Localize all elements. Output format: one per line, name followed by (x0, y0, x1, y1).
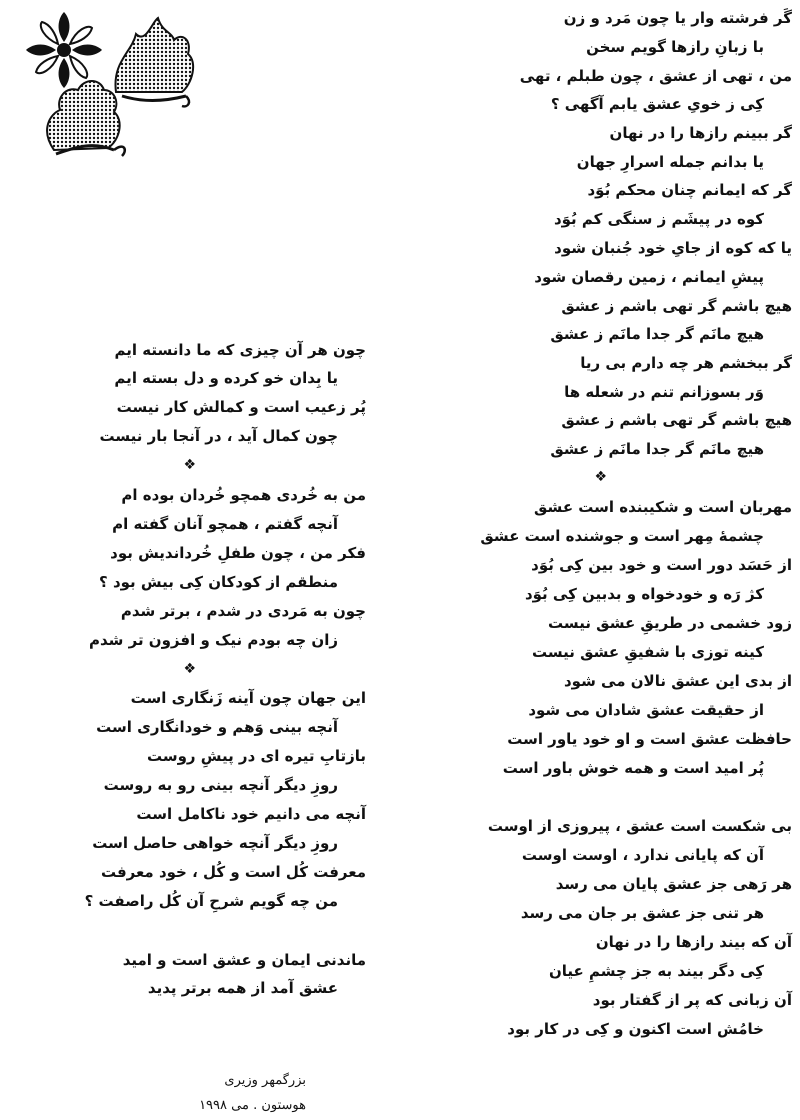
poem-line: با زبانِ رازها گویم سخن (586, 38, 764, 56)
poem-line: زود خشمی در طریقِ عشق نیست (548, 614, 792, 632)
poem-line: آن زبانی که پر از گفتار بود (592, 991, 792, 1009)
author-signature: بزرگمهر وزیری (224, 1073, 306, 1088)
poem-line: از حقیقت عشق شادان می شود (528, 701, 764, 719)
poem-line: آن که پایانی ندارد ، اوست اوست (521, 846, 764, 864)
poem-line: آنچه بینی وَهم و خودانگاری است (96, 718, 338, 736)
poem-line: ماندنی ایمان و عشق است و امید (122, 951, 366, 969)
poem-line: چشمهٔ مِهر است و جوشنده است عشق (480, 527, 764, 545)
poem-line: منطقم از کودکان کِی بیش بود ؟ (99, 573, 338, 591)
poem-line: یا بِدان خو کرده و دل بسته ایم (114, 369, 338, 387)
poem-line: هیچ باشم گر تهی باشم ز عشق (561, 297, 792, 315)
stanza-separator: ❖ (183, 457, 196, 473)
poem-line: خامُش است اکنون و کِی در کار بود (507, 1020, 764, 1038)
stanza-separator: ❖ (594, 469, 607, 485)
poem-line: هیچ باشم گر تهی باشم ز عشق (561, 411, 792, 429)
poem-line: گر ببخشم هر چه دارم بی ریا (580, 354, 792, 372)
poem-line: هر تنی جز عشق بر جان می رسد (520, 904, 764, 922)
poem-line: کِی ز خویِ عشق یابم آگهی ؟ (550, 95, 764, 113)
poem-line: بازتابِ تیره ای در پیشِ روست (146, 747, 366, 765)
poem-line: گر که ایمانم چنان محکم بُوَد (587, 181, 792, 199)
floral-ornament-icon (24, 12, 204, 162)
poem-line: حافظت عشق است و او خود یاور است (507, 730, 792, 748)
poem-line: هر رَهی جز عشق پایان می رسد (555, 875, 792, 893)
poem-line: وَر بسوزانم تنم در شعله ها (564, 383, 764, 401)
poem-line: از بدی این عشق نالان می شود (563, 672, 792, 690)
poem-line: از حَسَد دور است و خود بین کِی بُوَد (531, 556, 792, 574)
poem-line: هیچ مانَم گر جدا مانَم ز عشق (550, 325, 764, 343)
poem-line: یا که کوه از جایِ خود جُنبان شود (554, 239, 792, 257)
poem-line: گر ببینم رازها را در نهان (609, 124, 792, 142)
place-date: هوستون . می ۱۹۹۸ (199, 1098, 306, 1113)
poem-line: روزِ دیگر آنچه بینی رو به روست (103, 776, 338, 794)
poem-line: کِی دگر بیند به جز چشمِ عیان (548, 962, 764, 980)
poem-line: آن که بیند رازها را در نهان (595, 933, 792, 951)
poem-line: زان چه بودم نیک و افزون تر شدم (88, 631, 338, 649)
poem-line: پُر زعیب است و کمالش کار نیست (116, 398, 366, 416)
poem-line: فکر من ، چون طفلِ خُرداندیش بود (110, 544, 366, 562)
poem-line: هیچ مانَم گر جدا مانَم ز عشق (550, 440, 764, 458)
poem-line: معرفت کُل است و کُل ، خود معرفت (100, 863, 366, 881)
poem-line: من به خُردی همچو خُردان بوده ام (121, 486, 366, 504)
poem-line: مهربان است و شکیبنده است عشق (534, 498, 792, 516)
poem-line: روزِ دیگر آنچه خواهی حاصل است (92, 834, 338, 852)
poem-line: آنچه گفتم ، همچو آنان گفته ام (112, 515, 338, 533)
poem-line: کینه توزی با شفیقِ عشق نیست (532, 643, 764, 661)
poem-line: پیشِ ایمانم ، زمین رقصان شود (534, 268, 764, 286)
poem-line: بی شکست است عشق ، پیروزی از اوست (487, 817, 792, 835)
poem-line: چون به مَردی در شدم ، برتر شدم (120, 602, 366, 620)
poem-line: چون کمال آید ، در آنجا بار نیست (99, 427, 338, 445)
poem-line: کژ رَه و خودخواه و بدبین کِی بُوَد (524, 585, 764, 603)
poem-line: کوه در پیشَم ز سنگی کم بُوَد (553, 210, 764, 228)
poem-line: این جهان چون آینه زَنگاری است (130, 689, 366, 707)
poem-line: گَر فرشته وار یا چون مَرد و زن (563, 9, 792, 27)
poem-line: چون هر آن چیزی که ما دانسته ایم (114, 341, 366, 359)
stanza-separator: ❖ (183, 661, 196, 677)
poem-line: پُر امید است و همه خوش باور است (502, 759, 764, 777)
poem-line: من ، تهی از عشق ، چون طبلم ، تهی (519, 67, 792, 85)
poem-line: یا بدانم جمله اسرارِ جهان (576, 153, 764, 171)
poem-line: آنچه می دانیم خود ناکامل است (136, 805, 366, 823)
poem-line: عشق آمد از همه برتر پدید (147, 979, 338, 997)
poem-line: من چه گویم شرحِ آن کُل راصفت ؟ (84, 892, 338, 910)
